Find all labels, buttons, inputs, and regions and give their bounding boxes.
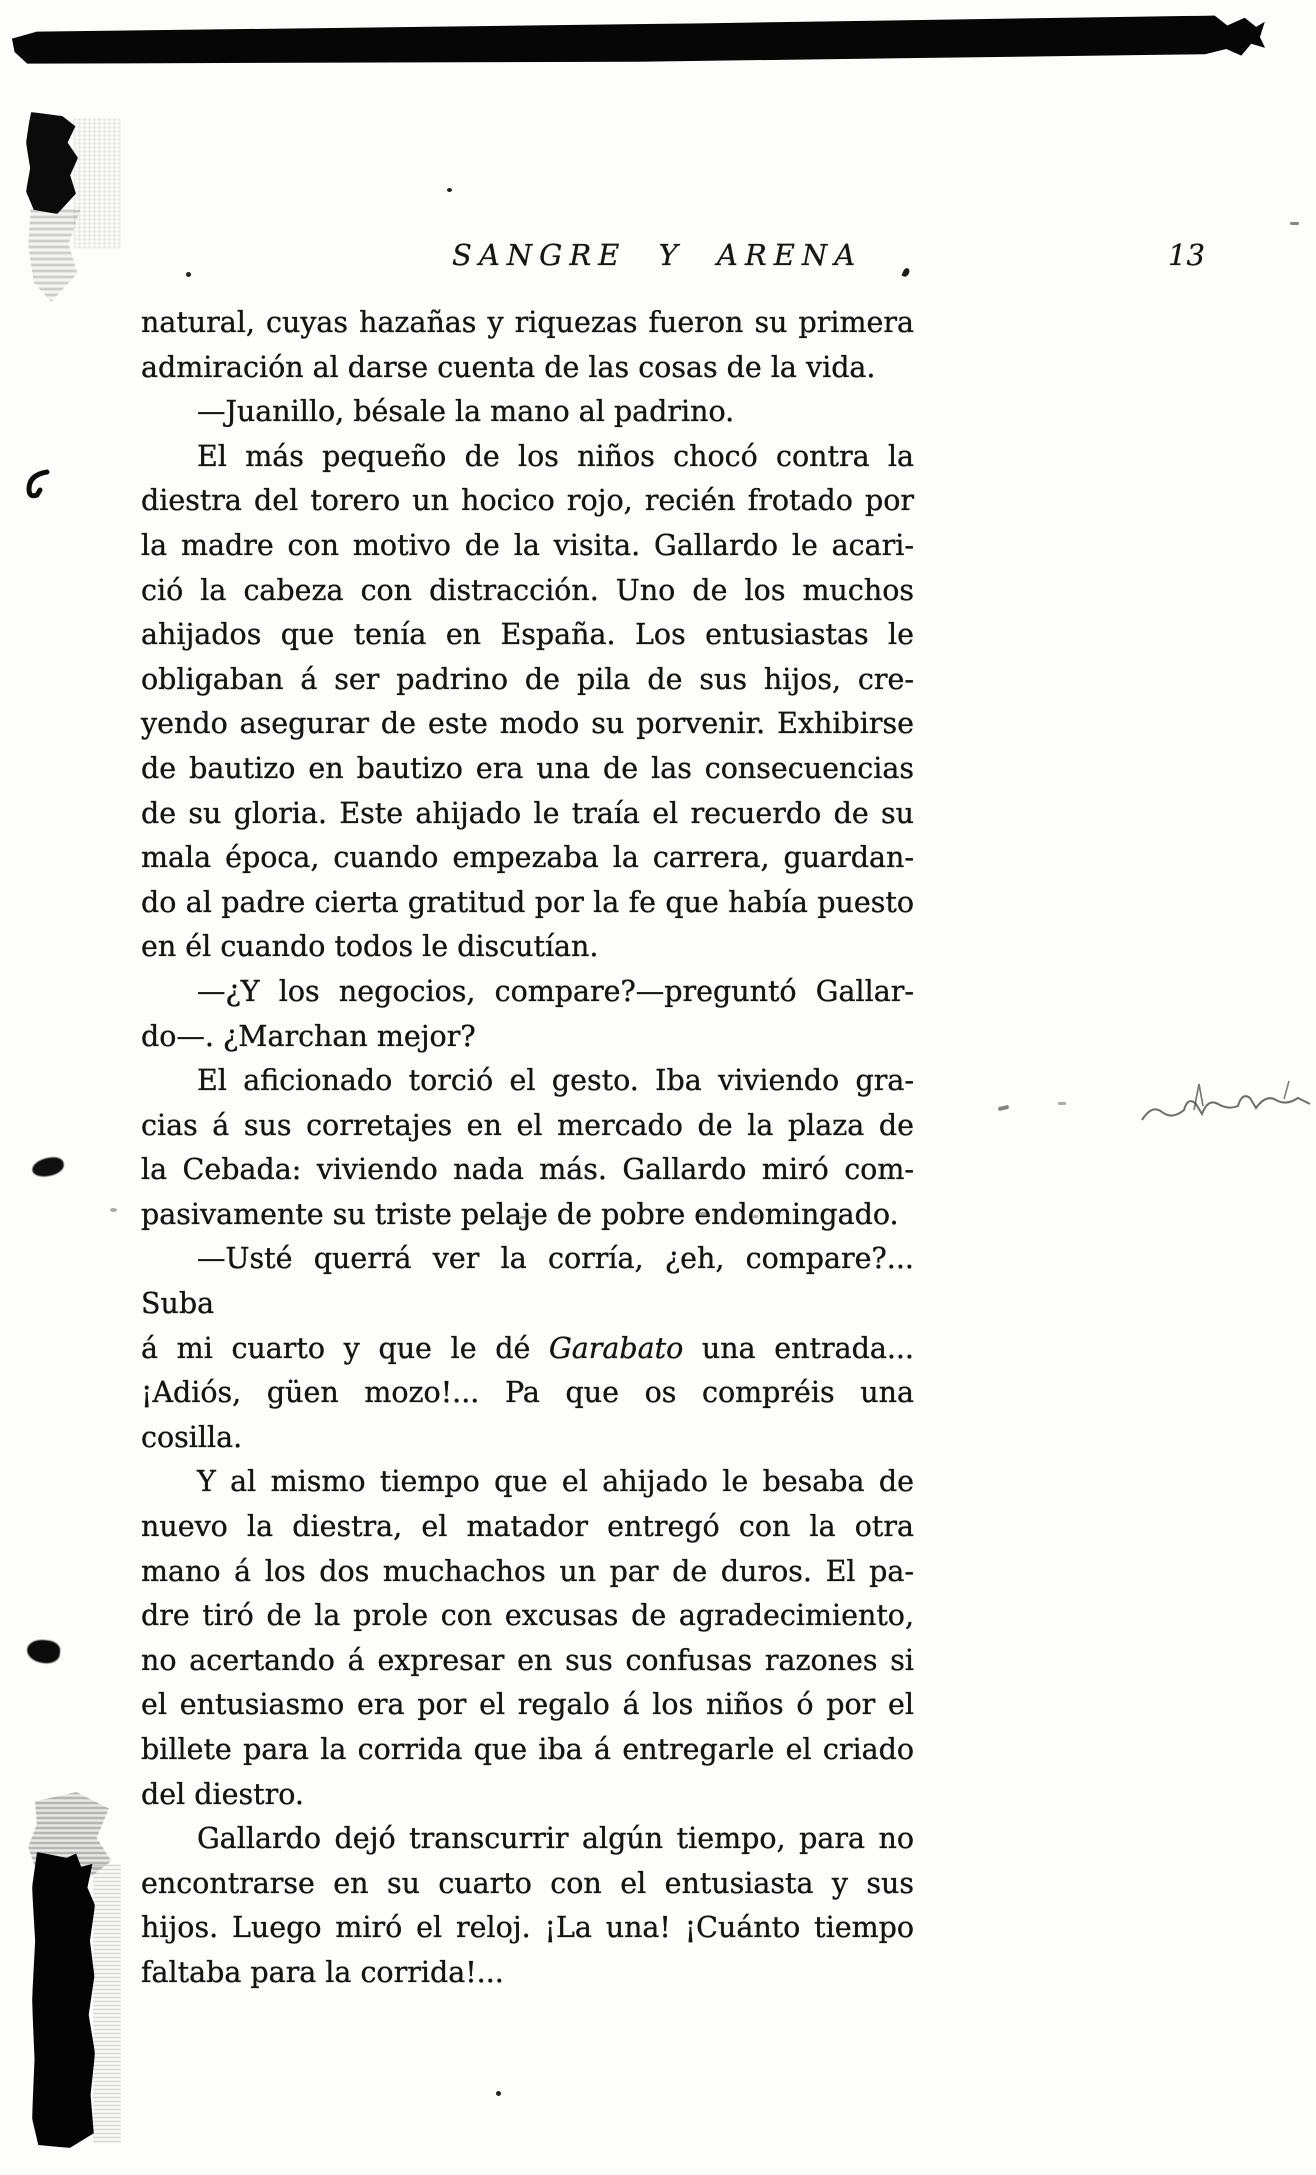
scan-smudge <box>753 1215 758 1218</box>
text-line: el entusiasmo era por el regalo á los niños ó por el <box>141 1688 914 1722</box>
text-line: Gallardo dejó transcurrir algún tiempo, para no <box>197 1822 914 1856</box>
paragraph <box>141 301 914 390</box>
text-line: ció la cabeza con distracción. Uno de los muchos <box>141 573 914 607</box>
text-line: á mi cuarto y que le dé Garabato una entrada... <box>141 1331 914 1365</box>
text-line: —¿Y los negocios, compare?—preguntó Gallar- <box>197 974 914 1008</box>
text-line: Y al mismo tiempo que el ahijado le besaba de <box>197 1465 914 1499</box>
paragraph <box>141 1817 914 1995</box>
running-header <box>0 238 1316 278</box>
text-block <box>141 301 914 1996</box>
text-line: —Juanillo, bésale la mano al padrino. <box>197 395 735 429</box>
scan-smudge <box>520 1216 527 1219</box>
text-line: cias á sus corretajes en el mercado de la plaza de <box>141 1108 914 1142</box>
scan-speck <box>110 1208 117 1212</box>
text-line: de su gloria. Este ahijado le traía el recuerdo de su <box>141 796 914 830</box>
text-line: la madre con motivo de la visita. Gallardo le acari- <box>141 528 914 562</box>
scan-smudge <box>698 1212 707 1215</box>
text-line: El más pequeño de los niños chocó contra la <box>197 439 914 473</box>
text-line: mala época, cuando empezaba la carrera, guardan- <box>141 841 914 875</box>
ink-blob-bottom-left <box>32 1852 95 2148</box>
text-line: encontrarse en su cuarto con el entusiasta y sus <box>141 1866 914 1900</box>
text-line: do al padre cierta gratitud por la fe que había puesto <box>141 885 914 919</box>
scan-speck <box>186 272 191 277</box>
text-line: cosilla. <box>141 1420 243 1454</box>
text-line: natural, cuyas hazañas y riquezas fueron su primera <box>141 306 914 339</box>
text-line: diestra del torero un hocico rojo, recién frotado por <box>141 484 914 518</box>
text-line: —Usté querrá ver la corría, ¿eh, compare?... Suba <box>141 1242 914 1321</box>
text-line: en él cuando todos le discutían. <box>141 930 599 964</box>
text-line: do—. ¿Marchan mejor? <box>141 1019 476 1053</box>
paragraph <box>141 435 914 970</box>
text-line: hijos. Luego miró el reloj. ¡La una! ¡Cuánto tiempo <box>141 1911 914 1945</box>
text-line: ¡Adiós, güen mozo!... Pa que os compréis una <box>141 1376 914 1410</box>
text-line: mano á los dos muchachos un par de duros. El pa- <box>141 1554 914 1588</box>
scan-noise-top-left <box>74 118 120 248</box>
text-line: del diestro. <box>141 1777 304 1811</box>
scan-smudge <box>1058 1102 1066 1105</box>
scan-speck <box>1290 222 1299 225</box>
text-line: yendo asegurar de este modo su porvenir. Exhibirse <box>141 707 914 741</box>
ink-blot-left-margin-lower <box>26 1638 61 1664</box>
scan-speck <box>447 188 452 192</box>
text-line: de bautizo en bautizo era una de las consecuencias <box>141 751 914 785</box>
text-line: obligaban á ser padrino de pila de sus hijos, cre- <box>141 662 914 696</box>
paragraph <box>141 1460 914 1817</box>
page-title: SANGRE Y ARENA <box>452 238 863 272</box>
ink-blot-left-margin-mid <box>31 1155 66 1178</box>
text-line: dre tiró de la prole con excusas de agradecimiento, <box>141 1599 914 1633</box>
ink-blob-bottom-left-fray <box>93 1862 121 2142</box>
text-line: faltaba para la corrida!... <box>141 1955 504 1989</box>
text-line: la Cebada: viviendo nada más. Gallardo miró com- <box>141 1153 914 1187</box>
text-line: nuevo la diestra, el matador entregó con la otra <box>141 1510 914 1544</box>
scan-smudge <box>998 1105 1010 1112</box>
paragraph <box>141 390 914 435</box>
paragraph <box>141 970 914 1059</box>
ink-smudge-top-left <box>26 112 78 214</box>
scan-black-bar <box>12 15 1265 68</box>
paragraph <box>141 1237 914 1460</box>
page-number: 13 <box>1168 238 1205 272</box>
scan-speck <box>496 2091 501 2096</box>
handwritten-scribble-annotation <box>1138 1068 1316 1134</box>
text-line: El aficionado torció el gesto. Iba viviendo gra- <box>197 1064 914 1098</box>
ink-hook-mark-left-margin <box>24 468 50 510</box>
text-line: admiración al darse cuenta de las cosas de la vida. <box>141 350 876 384</box>
text-line: no acertando á expresar en sus confusas razones si <box>141 1643 914 1677</box>
text-line: billete para la corrida que iba á entregarle el criado <box>141 1733 914 1766</box>
paragraph <box>141 1059 914 1237</box>
text-line: pasivamente su triste pelaje de pobre endomingado. <box>141 1197 899 1231</box>
text-line: ahijados que tenía en España. Los entusiastas le <box>141 618 914 652</box>
